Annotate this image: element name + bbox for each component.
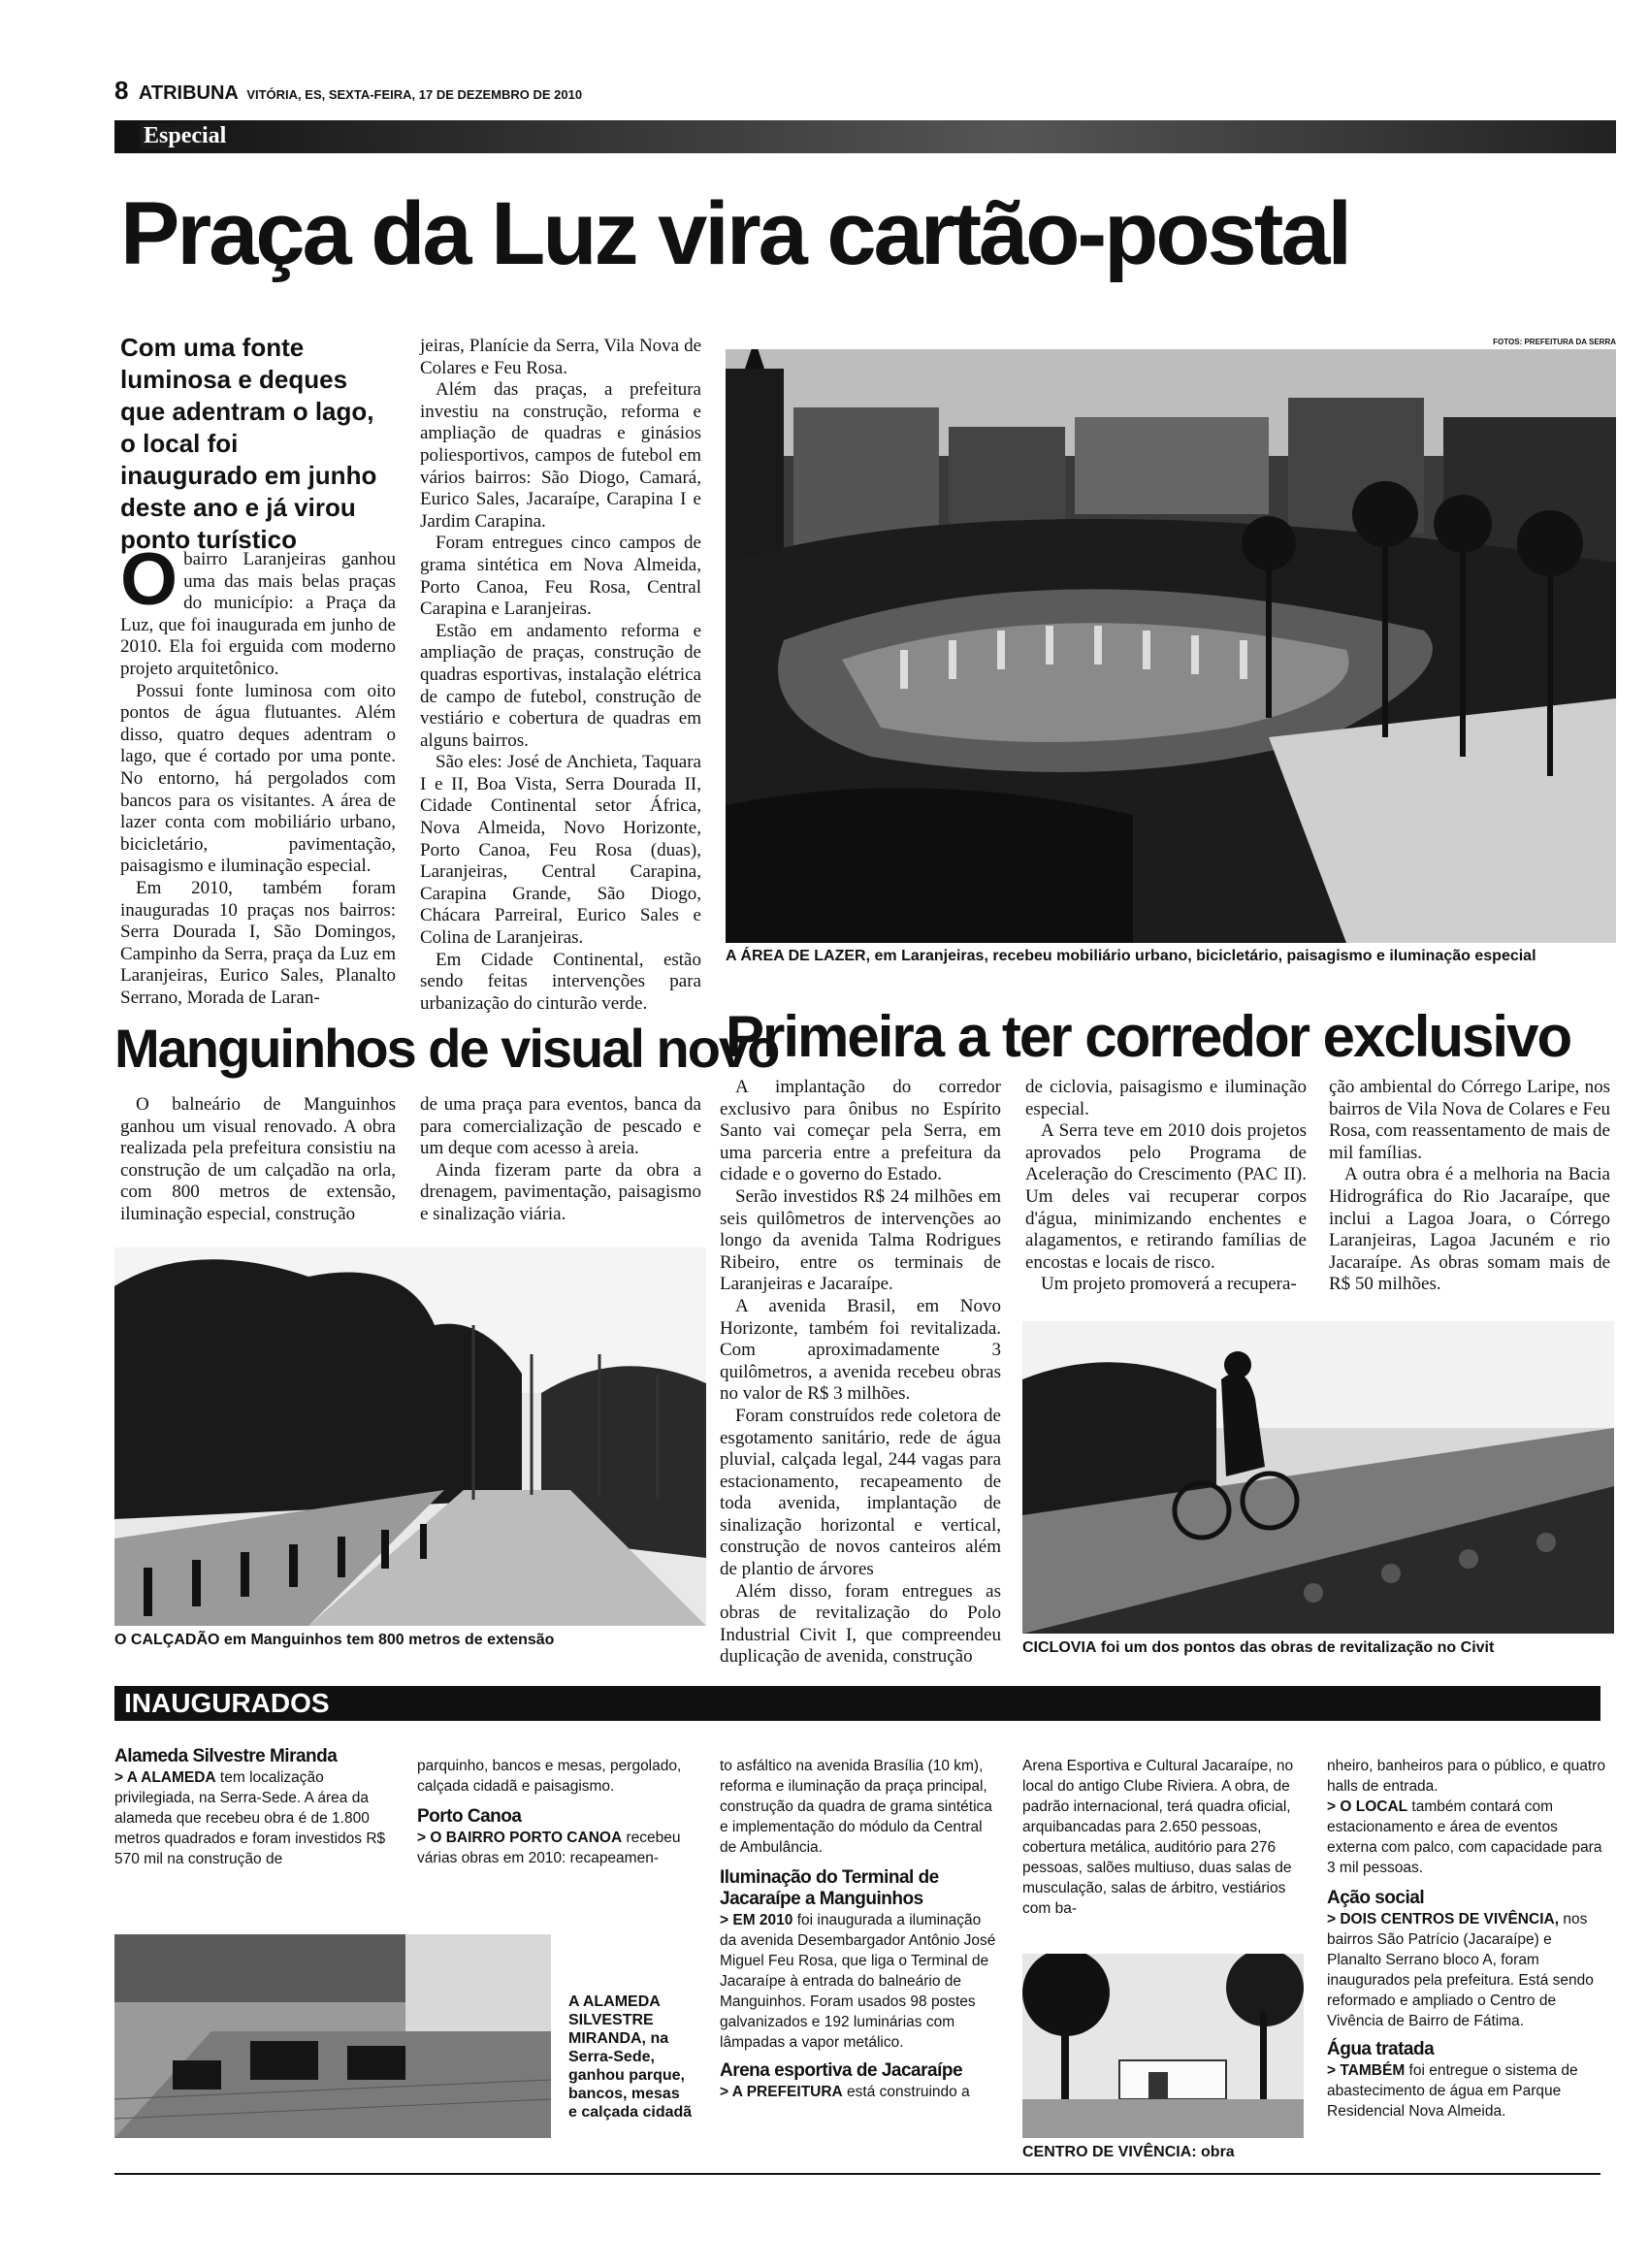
main-dek: Com uma fonte luminosa e deques que adentram o lago, o local foi inaugurado em junho deste ano e já virou ponto turístico: [120, 333, 377, 554]
arena-text: está construindo a: [842, 2084, 970, 2100]
manguinhos-col1-para: O balneário de Manguinhos ganhou um visual renovado. A obra realizada pela prefeitura consistiu na construção de um calçadão na orla, com 800 metros de extensão, iluminação especial, construção: [120, 1094, 396, 1224]
inaug-col-3: [720, 1756, 1001, 2102]
main-col-2: [420, 336, 701, 1015]
local-text: também contará com estacionamento e área de eventos externa com palco, com capacidade para 3 mil pessoas.: [1327, 1798, 1602, 1876]
manguinhos-col-1: [120, 1094, 396, 1226]
corredor-col-2: [1025, 1077, 1307, 1296]
inaug-col-2: [417, 1756, 694, 1868]
agua-text: foi entregue o sistema de abastecimento de água em Parque Residencial Nova Almeida.: [1327, 2062, 1578, 2120]
main-col2-para6: Em Cidade Continental, estão sendo feitas intervenções para urbanização do cinturão verde.: [420, 949, 701, 1014]
calcadao-photo: [114, 1247, 706, 1626]
porto-lead: > O BAIRRO PORTO CANOA: [417, 1830, 623, 1846]
manguinhos-col2-para2: Ainda fizeram parte da obra a drenagem, pavimentação, paisagismo e sinalização viária.: [420, 1159, 701, 1224]
inaugurados-label: INAUGURADOS: [124, 1688, 330, 1718]
agua-title: Água tratada: [1327, 2039, 1435, 2059]
alameda-text: tem localização privilegiada, na Serra-Sede. A área da alameda que recebeu obra é de 1.800 metros quadrados e foram investidos R$ 570 mil na construção de: [114, 1769, 386, 1867]
main-col2-para1: jeiras, Planície da Serra, Vila Nova de Colares e Feu Rosa.: [420, 336, 701, 378]
corredor-col-1: [720, 1077, 1001, 1669]
alameda-lead: > A ALAMEDA: [114, 1769, 216, 1786]
arena-cont: Arena Esportiva e Cultural Jacaraípe, no local do antigo Clube Riviera. A obra, de padrão internacional, terá quadra oficial, arquibancadas para 2.650 pessoas, cobertura metálica, auditório para 276 pessoas, salões multiuso, duas salas de musculação, salas de árbitro, vestiários com ba-: [1022, 1758, 1294, 1917]
inaug-col-5: [1327, 1756, 1608, 2122]
inaug-col-1: [114, 1746, 396, 1869]
page-number: 8: [114, 76, 129, 105]
corredor-col3-para2: A outra obra é a melhoria na Bacia Hidrográfica do Rio Jacaraípe, que inclui a Lagoa Joara, o Córrego Laranjeiras, Lagoa Jacuném e rio Jacaraípe. As obras somam mais de R$ 50 milhões.: [1329, 1164, 1610, 1295]
ilum-lead: > EM 2010: [720, 1912, 793, 1928]
ilum-title: Iluminação do Terminal de Jacaraípe a Manguinhos: [720, 1867, 939, 1909]
main-headline: Praça da Luz vira cartão-postal: [120, 184, 1350, 283]
main-col2-para2: Além das praças, a prefeitura investiu na construção, reforma e ampliação de quadras e ginásios poliesportivos, campos de futebol em vários bairros: São Diogo, Camará, Eurico Sales, Jacaraípe, Carapina I e Jardim Carapina.: [420, 379, 701, 532]
main-photo-caption: [726, 948, 1618, 965]
centro-caption-lead: CENTRO DE VIVÊNCIA:: [1022, 2144, 1197, 2160]
corredor-col1-para2: Serão investidos R$ 24 milhões em seis quilômetros de intervenções ao longo da avenida Talma Rodrigues Ribeiro, entre os terminais de Laranjeiras e Jacaraípe.: [720, 1185, 1001, 1295]
manguinhos-col-2: [420, 1094, 701, 1226]
main-caption-lead: A ÁREA DE LAZER,: [726, 948, 871, 964]
porto-cont: to asfáltico na avenida Brasília (10 km), reforma e iluminação da praça principal, construção da quadra de grama sintética e implementação do módulo da Central de Ambulância.: [720, 1758, 992, 1856]
corredor-col2-para3: Um projeto promoverá a recupera-: [1041, 1274, 1297, 1295]
calcadao-caption-lead: O CALÇADÃO: [114, 1632, 220, 1648]
arena-cont2: nheiro, banheiros para o público, e quatro halls de entrada.: [1327, 1758, 1605, 1795]
corredor-col1-para5: Além disso, foram entregues as obras de revitalização do Polo Industrial Civit I, que compreendeu duplicação de avenida, construção: [720, 1580, 1001, 1668]
alameda-cont: parquinho, bancos e mesas, pergolado, calçada cidadã e paisagismo.: [417, 1758, 682, 1795]
section-label: Especial: [140, 123, 230, 149]
arena-lead: > A PREFEITURA: [720, 2084, 843, 2100]
main-col-1: [120, 538, 396, 1009]
page-header: [114, 76, 1618, 114]
centro-vivencia-photo: [1022, 1954, 1304, 2138]
main-col2-para4: Estão em andamento reforma e ampliação de praças, construção de quadras esportivas, instalação elétrica de campo de futebol, construção de vestiário e cobertura de quadras em alguns bairros.: [420, 620, 701, 751]
alameda-caption-lead: A ALAMEDA SILVESTRE MIRANDA,: [568, 1993, 661, 2047]
drop-cap: O: [120, 538, 178, 621]
acao-text: nos bairros São Patrício (Jacaraípe) e Planalto Serrano bloco A, foram inaugurados pela prefeitura. Está sendo reformado e ampliado o Centro de Vivência de Bairro de Fátima.: [1327, 1911, 1594, 2029]
paper-name: ATRIBUNA: [138, 82, 239, 104]
corredor-col1-para4: Foram construídos rede coletora de esgotamento sanitário, rede de água pluvial, calçada legal, 244 vagas para estacionamento, recapeamento de toda avenida, implantação de sinalização horizontal e vertical, construção de novos canteiros além de plantio de árvores: [720, 1405, 1001, 1580]
ciclovia-caption: [1022, 1639, 1624, 1657]
arena-title: Arena esportiva de Jacaraípe: [720, 2060, 963, 2081]
alameda-title: Alameda Silvestre Miranda: [114, 1746, 338, 1766]
main-col1-para3: Em 2010, também foram inauguradas 10 praças nos bairros: Serra Dourada I, São Domingos, Campinho da Serra, praça da Luz em Laranjeiras, Eurico Sales, Planalto Serrano, Morada de Laran-: [120, 877, 396, 1008]
corredor-col-3: [1329, 1077, 1610, 1296]
bottom-rule: [114, 2173, 1600, 2175]
corredor-col3-para1: ção ambiental do Córrego Laripe, nos bairros de Vila Nova de Colares e Feu Rosa, com reassentamento de mais de mil famílias.: [1329, 1077, 1610, 1163]
inaugurados-bar: [114, 1686, 1600, 1721]
alameda-caption: [568, 1993, 693, 2122]
acao-title: Ação social: [1327, 1888, 1425, 1908]
ciclovia-caption-lead: CICLOVIA: [1022, 1639, 1097, 1656]
alameda-caption-text: na Serra-Sede, ganhou parque, bancos, mesas e calçada cidadã: [568, 2030, 693, 2121]
main-col1-para1: bairro Laranjeiras ganhou uma das mais belas praças do município: a Praça da Luz, que foi inaugurada em junho de 2010. Ela foi erguida com moderno projeto arquitetônico.: [120, 549, 396, 679]
alameda-photo: [114, 1934, 551, 2138]
porto-text: recebeu várias obras em 2010: recapeamen-: [417, 1830, 681, 1866]
ilum-text: foi inaugurada a iluminação da avenida Desembargador Antônio José Miguel Feu Rosa, que liga o Terminal de Jacaraípe à entrada do balneário de Manguinhos. Foram usados 98 postes galvanizados e 192 luminárias com lâmpadas a vapor metálico.: [720, 1912, 996, 2051]
section-bar: [114, 120, 1616, 153]
corredor-col1-para1: A implantação do corredor exclusivo para ônibus no Espírito Santo vai começar pela Serra, em uma parceria entre a prefeitura da cidade e o governo do Estado.: [720, 1077, 1001, 1185]
manguinhos-headline: Manguinhos de visual novo: [114, 1018, 779, 1079]
main-col1-para2: Possui fonte luminosa com oito pontos de água flutuantes. Além disso, quatro deques adentram o lago, que é cortado por uma ponte. No entorno, há pergolados com bancos para os visitantes. A área de lazer conta com mobiliário urbano, bicicletário, pavimentação, paisagismo e iluminação especial.: [120, 680, 396, 877]
local-lead: > O LOCAL: [1327, 1798, 1408, 1815]
manguinhos-col2-para1: de uma praça para eventos, banca da para comercialização de pescado e um deque com acesso à areia.: [420, 1094, 701, 1159]
acao-lead: > DOIS CENTROS DE VIVÊNCIA,: [1327, 1911, 1560, 1928]
ciclovia-caption-text: foi um dos pontos das obras de revitalização no Civit: [1096, 1639, 1495, 1656]
praca-da-luz-photo: [726, 349, 1616, 943]
corredor-col2-para2: A Serra teve em 2010 dois projetos aprovados pelo Programa de Aceleração do Crescimento (PAC II). Um deles vai recuperar corpos d'água, minimizando enchentes e alagamentos, e retirando famílias de encostas e locais de risco.: [1025, 1120, 1307, 1273]
calcadao-caption-text: em Manguinhos tem 800 metros de extensão: [219, 1632, 555, 1648]
agua-lead: > TAMBÉM: [1327, 2062, 1406, 2079]
centro-caption: [1022, 2144, 1313, 2161]
dateline: VITÓRIA, ES, SEXTA-FEIRA, 17 DE DEZEMBRO DE 2010: [246, 87, 583, 102]
corredor-col1-para3: A avenida Brasil, em Novo Horizonte, também foi revitalizada. Com aproximadamente 3 quilômetros, a avenida recebeu obras no valor de R$ 3 milhões.: [720, 1295, 1001, 1405]
corredor-col2-para1: de ciclovia, paisagismo e iluminação especial.: [1025, 1077, 1307, 1119]
centro-caption-text: obra: [1196, 2144, 1235, 2160]
corredor-headline: Primeira a ter corredor exclusivo: [726, 1004, 1571, 1069]
main-col2-para3: Foram entregues cinco campos de grama sintética em Nova Almeida, Porto Canoa, Feu Rosa, Central Carapina e Laranjeiras.: [420, 533, 701, 620]
calcadao-caption: [114, 1632, 716, 1649]
inaug-col-4: [1022, 1756, 1304, 1919]
porto-title: Porto Canoa: [417, 1806, 522, 1827]
main-col2-para5: São eles: José de Anchieta, Taquara I e II, Boa Vista, Serra Dourada II, Cidade Continental setor África, Nova Almeida, Novo Horizonte, Porto Canoa, Feu Rosa (duas), Laranjeiras, Central Carapina, Carapina Grande, São Diogo, Chácara Parreiral, Eurico Sales e Colina de Laranjeiras.: [420, 752, 701, 949]
photo-credit: FOTOS: PREFEITURA DA SERRA: [1493, 338, 1616, 346]
main-caption-text: em Laranjeiras, recebeu mobiliário urbano, bicicletário, paisagismo e iluminação especial: [870, 948, 1536, 964]
ciclovia-photo: [1022, 1321, 1614, 1634]
